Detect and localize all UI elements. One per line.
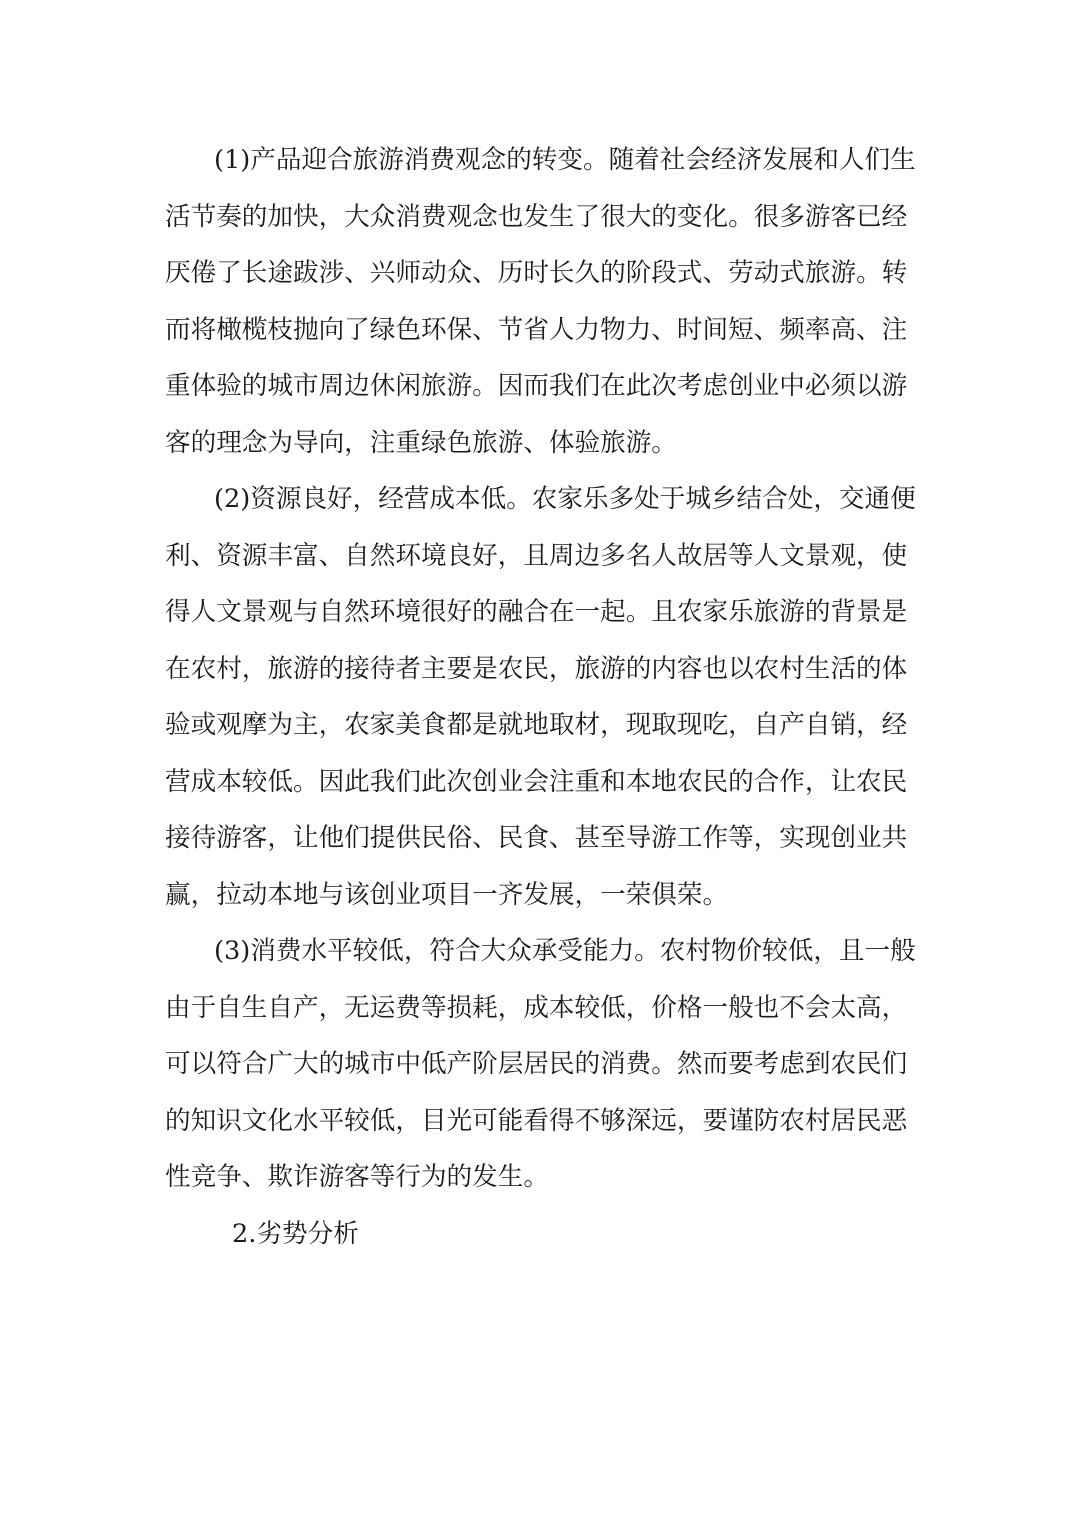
text-line: 性竞争、欺诈游客等行为的发生。 [165, 1162, 549, 1192]
text-line: 赢，拉动本地与该创业项目一齐发展，一荣俱荣。 [165, 879, 729, 910]
text-line: 重体验的城市周边休闲旅游。因而我们在此次考虑创业中必须以游 [165, 371, 908, 401]
text-line: 在农村，旅游的接待者主要是农民，旅游的内容也以农村生活的体 [165, 653, 908, 684]
text-line: (2)资源良好，经营成本低。农家乐多处于城乡结合处，交通便 [214, 484, 916, 514]
text-line: 的知识文化水平较低，目光可能看得不够深远，要谨防农村居民恶 [165, 1105, 908, 1136]
text-line: 由于自生自产，无运费等损耗，成本较低，价格一般也不会太高， [165, 992, 908, 1023]
text-line: 接待游客，让他们提供民俗、民食、甚至导游工作等，实现创业共 [165, 823, 908, 853]
text-line: 而将橄榄枝抛向了绿色环保、节省人力物力、时间短、频率高、注 [165, 314, 908, 345]
text-line: 得人文景观与自然环境很好的融合在一起。且农家乐旅游的背景是 [165, 597, 908, 627]
text-line: 客的理念为导向，注重绿色旅游、体验旅游。 [165, 427, 677, 458]
text-line: 活节奏的加快，大众消费观念也发生了很大的变化。很多游客已经 [165, 201, 908, 232]
text-line: 厌倦了长途跋涉、兴师动众、历时长久的阶段式、劳动式旅游。转 [165, 258, 908, 288]
document-page [165, 132, 925, 1262]
text-line: 验或观摩为主，农家美食都是就地取材，现取现吃，自产自销，经 [165, 710, 908, 740]
paragraph [165, 923, 925, 1206]
text-line: (1)产品迎合旅游消费观念的转变。随着社会经济发展和人们生 [214, 145, 916, 175]
text-line: 可以符合广大的城市中低产阶层居民的消费。然而要考虑到农民们 [165, 1049, 908, 1079]
section-heading: 2.劣势分析 [232, 1218, 359, 1249]
text-line: 利、资源丰富、自然环境良好，且周边多名人故居等人文景观，使 [165, 540, 908, 571]
text-line: (3)消费水平较低，符合大众承受能力。农村物价较低，且一般 [214, 936, 916, 966]
text-line: 营成本较低。因此我们此次创业会注重和本地农民的合作，让农民 [165, 766, 908, 797]
paragraph [165, 132, 925, 471]
paragraph [165, 471, 925, 923]
